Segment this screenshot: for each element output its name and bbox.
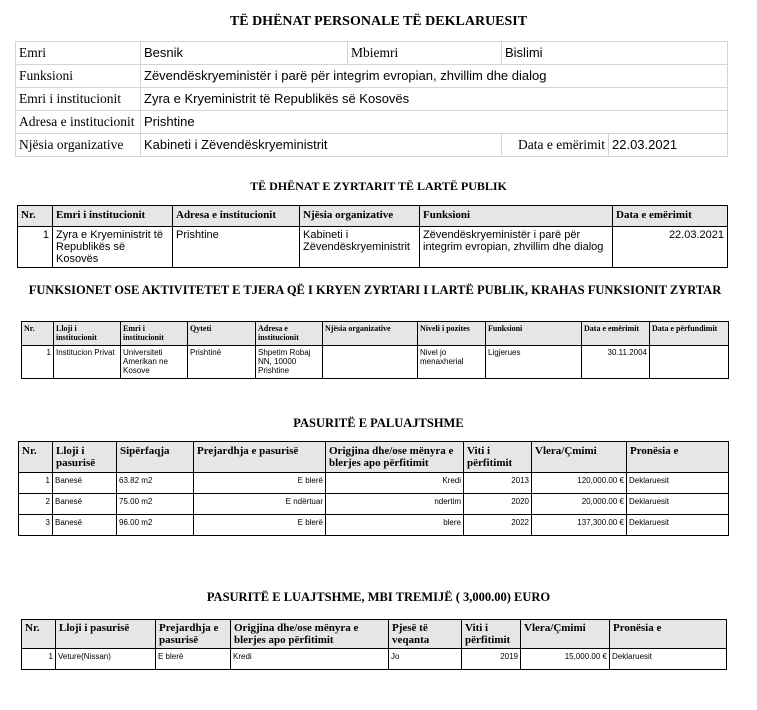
adresa-value: Prishtine xyxy=(141,111,728,134)
cell: E blerë xyxy=(194,473,326,494)
table-header-row xyxy=(22,322,729,346)
cell: 30.11.2004 xyxy=(582,346,650,379)
cell: 20,000.00 € xyxy=(532,494,627,515)
col-header: Data e emërimit xyxy=(613,206,728,227)
cell: 15,000.00 € xyxy=(521,649,610,670)
cell: Universiteti Amerikan ne Kosove xyxy=(121,346,188,379)
cell: 120,000.00 € xyxy=(532,473,627,494)
cell: 22.03.2021 xyxy=(613,227,728,268)
emri-label: Emri xyxy=(16,42,141,65)
cell: 2022 xyxy=(464,515,532,536)
cell: 96.00 m2 xyxy=(117,515,194,536)
col-header: Lloji i pasurisë xyxy=(53,442,117,473)
col-header: Nr. xyxy=(22,322,54,346)
col-header: Sipërfaqja xyxy=(117,442,194,473)
movable-assets-table xyxy=(21,619,727,670)
cell: blere xyxy=(326,515,464,536)
table-row xyxy=(16,111,728,134)
institucioni-value: Zyra e Kryeministrit të Republikës së Kosovës xyxy=(141,88,728,111)
col-header: Nr. xyxy=(22,620,56,649)
table-row xyxy=(22,649,727,670)
immovable-section-title: PASURITË E PALUAJTSHME xyxy=(293,416,464,430)
cell: Deklaruesit xyxy=(627,515,729,536)
mbiemri-label: Mbiemri xyxy=(348,42,502,65)
emri-value: Besnik xyxy=(141,42,348,65)
movable-section-title: PASURITË E LUAJTSHME, MBI TREMIJË ( 3,000.00) EURO xyxy=(206,590,551,604)
col-header: Origjina dhe/ose mënyra e blerjes apo përfitimit xyxy=(326,442,464,473)
funksioni-label: Funksioni xyxy=(16,65,141,88)
cell: Banesë xyxy=(53,494,117,515)
table-header-row xyxy=(22,620,727,649)
table-row xyxy=(18,227,728,268)
mbiemri-value: Bislimi xyxy=(502,42,728,65)
cell: Kredi xyxy=(231,649,389,670)
table-header-row xyxy=(19,442,729,473)
njesia-label: Njësia organizative xyxy=(16,134,141,157)
cell: Veture(Nissan) xyxy=(56,649,156,670)
col-header: Adresa e institucionit xyxy=(173,206,300,227)
col-header: Origjina dhe/ose mënyra e blerjes apo përfitimit xyxy=(231,620,389,649)
cell xyxy=(650,346,729,379)
col-header: Njësia organizative xyxy=(323,322,418,346)
adresa-label: Adresa e institucionit xyxy=(16,111,141,134)
cell: Jo xyxy=(389,649,462,670)
col-header: Viti i përfitimit xyxy=(462,620,521,649)
cell: E blerë xyxy=(194,515,326,536)
cell: Deklaruesit xyxy=(627,494,729,515)
cell: 3 xyxy=(19,515,53,536)
col-header: Funksioni xyxy=(420,206,613,227)
col-header: Prejardhja e pasurisë xyxy=(156,620,231,649)
col-header: Adresa e institucionit xyxy=(256,322,323,346)
cell xyxy=(323,346,418,379)
functions-section-title: FUNKSIONET OSE AKTIVITETET E TJERA QË I KRYEN ZYRTARI I LARTË PUBLIK, KRAHAS FUNKSIONIT ZYRTAR xyxy=(28,283,722,297)
njesia-value: Kabineti i Zëvendëskryeministrit xyxy=(141,134,502,157)
col-header: Vlera/Çmimi xyxy=(532,442,627,473)
col-header: Vlera/Çmimi xyxy=(521,620,610,649)
col-header: Njësia organizative xyxy=(300,206,420,227)
cell: Zyra e Kryeministrit të Republikës së Kosovës xyxy=(53,227,173,268)
cell: Kredi xyxy=(326,473,464,494)
data-emerimit-label: Data e emërimit xyxy=(502,134,609,157)
functions-table xyxy=(21,321,729,379)
col-header: Nr. xyxy=(18,206,53,227)
table-row xyxy=(19,515,729,536)
cell: E ndërtuar xyxy=(194,494,326,515)
cell: 75.00 m2 xyxy=(117,494,194,515)
table-row xyxy=(16,88,728,111)
data-emerimit-value: 22.03.2021 xyxy=(609,134,728,157)
cell: Deklaruesit xyxy=(627,473,729,494)
cell: 1 xyxy=(19,473,53,494)
cell: E blerë xyxy=(156,649,231,670)
table-row xyxy=(16,134,728,157)
cell: Deklaruesit xyxy=(610,649,727,670)
col-header: Data e përfundimit xyxy=(650,322,729,346)
cell: 1 xyxy=(18,227,53,268)
cell: 2020 xyxy=(464,494,532,515)
cell: Banesë xyxy=(53,515,117,536)
cell: Banesë xyxy=(53,473,117,494)
cell: 1 xyxy=(22,346,54,379)
table-row xyxy=(19,473,729,494)
official-table xyxy=(17,205,728,268)
col-header: Prejardhja e pasurisë xyxy=(194,442,326,473)
col-header: Data e emërimit xyxy=(582,322,650,346)
table-row xyxy=(16,65,728,88)
cell: 2 xyxy=(19,494,53,515)
col-header: Funksioni xyxy=(486,322,582,346)
col-header: Nr. xyxy=(19,442,53,473)
cell: Shpetim Robaj NN, 10000 Prishtine xyxy=(256,346,323,379)
table-row xyxy=(16,42,728,65)
col-header: Emri i institucionit xyxy=(53,206,173,227)
cell: Nivel jo menaxherial xyxy=(418,346,486,379)
cell: 137,300.00 € xyxy=(532,515,627,536)
col-header: Qyteti xyxy=(188,322,256,346)
col-header: Lloji i pasurisë xyxy=(56,620,156,649)
col-header: Pjesë të veqanta xyxy=(389,620,462,649)
cell: 2019 xyxy=(462,649,521,670)
immovable-assets-table xyxy=(18,441,729,536)
cell: 63.82 m2 xyxy=(117,473,194,494)
col-header: Pronësia e xyxy=(610,620,727,649)
col-header: Pronësia e xyxy=(627,442,729,473)
cell: 1 xyxy=(22,649,56,670)
cell: Prishtine xyxy=(173,227,300,268)
table-row xyxy=(22,346,729,379)
col-header: Emri i institucionit xyxy=(121,322,188,346)
col-header: Lloji i institucionit xyxy=(54,322,121,346)
cell: Ligjerues xyxy=(486,346,582,379)
cell: 2013 xyxy=(464,473,532,494)
institucioni-label: Emri i institucionit xyxy=(16,88,141,111)
cell: Zëvendëskryeministër i parë për integrim evropian, zhvillim dhe dialog xyxy=(420,227,613,268)
cell: Institucion Privat xyxy=(54,346,121,379)
personal-data-table xyxy=(15,41,728,157)
personal-section-title: TË DHËNAT PERSONALE TË DEKLARUESIT xyxy=(229,14,528,29)
cell: ndertim xyxy=(326,494,464,515)
cell: Kabineti i Zëvendëskryeministrit xyxy=(300,227,420,268)
cell: Prishtinë xyxy=(188,346,256,379)
official-section-title: TË DHËNAT E ZYRTARIT TË LARTË PUBLIK xyxy=(250,179,507,193)
table-header-row xyxy=(18,206,728,227)
col-header: Niveli i pozites xyxy=(418,322,486,346)
funksioni-value: Zëvendëskryeministër i parë për integrim evropian, zhvillim dhe dialog xyxy=(141,65,728,88)
table-row xyxy=(19,494,729,515)
col-header: Viti i përfitimit xyxy=(464,442,532,473)
